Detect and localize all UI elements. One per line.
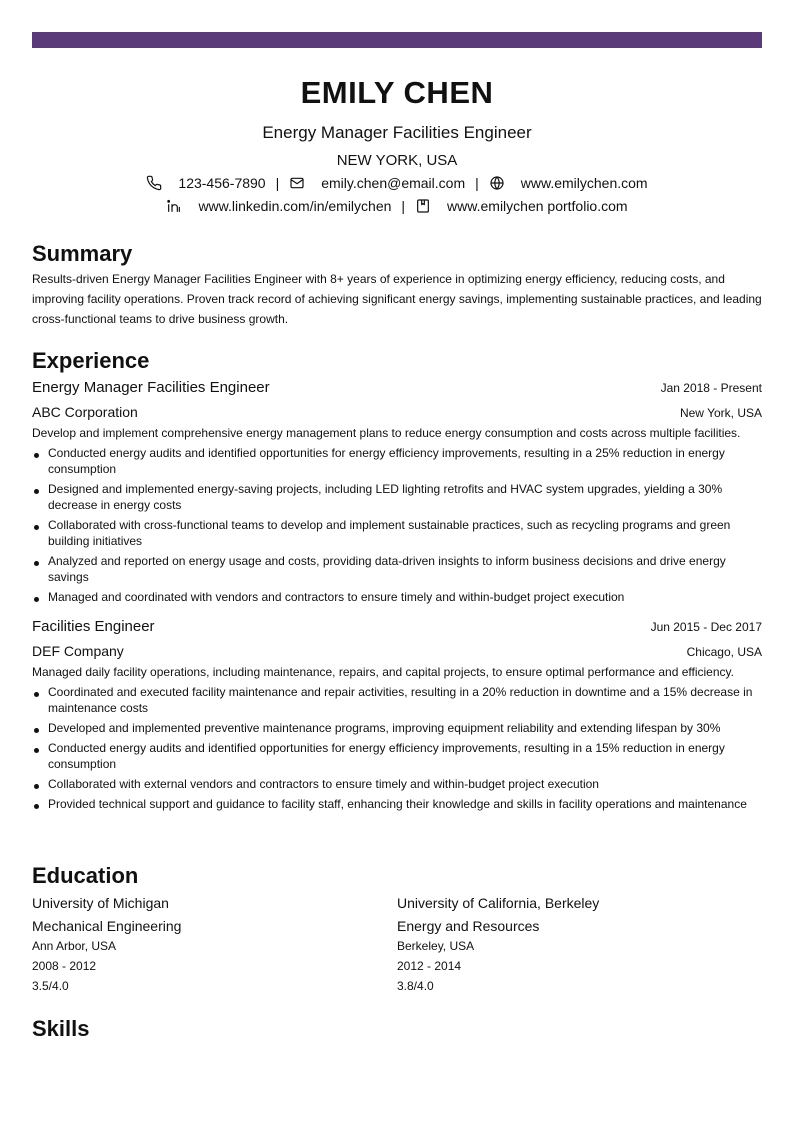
contact-separator: | xyxy=(475,175,479,191)
school-name: University of Michigan xyxy=(32,895,169,911)
job-description: Develop and implement comprehensive energy management plans to reduce energy consumption and costs across multiple facilities. xyxy=(32,426,741,440)
gpa: 3.8/4.0 xyxy=(397,979,434,993)
globe-icon xyxy=(489,175,505,191)
job-description: Managed daily facility operations, including maintenance, repairs, and capital projects, to ensure optimal performance and efficiency. xyxy=(32,665,734,679)
gpa: 3.5/4.0 xyxy=(32,979,69,993)
school-location: Ann Arbor, USA xyxy=(32,939,117,953)
candidate-location: NEW YORK, USA xyxy=(336,152,458,169)
experience-heading: Experience xyxy=(32,348,150,373)
job-dates: Jan 2018 - Present xyxy=(660,381,762,395)
education-section xyxy=(32,863,762,996)
resume-header xyxy=(32,74,762,216)
degree: Mechanical Engineering xyxy=(32,918,182,934)
job-entry xyxy=(32,378,762,605)
job-location: New York, USA xyxy=(679,406,762,420)
job-bullets xyxy=(32,684,762,812)
bullet-item: Collaborated with cross-functional teams to develop and implement sustainable practices, such as recycling programs and green building initiatives xyxy=(32,517,762,549)
summary-text: Results-driven Energy Manager Facilities Engineer with 8+ years of experience in optimizing energy efficiency, reducing costs, and improving facility operations. Proven track record of achieving significant energy savings, implementing sustainable practices, and leading cross-functional teams to drive business growth. xyxy=(32,272,762,326)
company-name: DEF Company xyxy=(32,643,124,659)
bullet-item: Developed and implemented preventive maintenance programs, improving equipment reliability and extending lifespan by 30% xyxy=(32,720,762,736)
contact-row-secondary xyxy=(32,196,762,216)
linkedin-icon xyxy=(166,198,182,214)
phone-icon xyxy=(146,175,162,191)
school-years: 2012 - 2014 xyxy=(397,959,462,973)
portfolio-link[interactable]: www.emilychen portfolio.com xyxy=(447,198,628,214)
job-entry xyxy=(32,617,762,812)
bookmark-icon xyxy=(415,198,431,214)
job-title: Facilities Engineer xyxy=(32,618,155,635)
phone-number[interactable]: 123-456-7890 xyxy=(178,175,266,191)
bullet-item: Conducted energy audits and identified opportunities for energy efficiency improvements, resulting in a 15% reduction in energy consumption xyxy=(32,740,762,772)
company-name: ABC Corporation xyxy=(32,404,138,420)
skills-heading: Skills xyxy=(32,1016,90,1041)
bullet-item: Collaborated with external vendors and contractors to ensure timely and within-budget project execution xyxy=(32,776,762,792)
job-title: Energy Manager Facilities Engineer xyxy=(32,379,270,396)
candidate-name: EMILY CHEN xyxy=(300,75,494,110)
degree: Energy and Resources xyxy=(397,918,540,934)
summary-section xyxy=(32,241,762,329)
education-entry xyxy=(397,889,762,996)
school-name: University of California, Berkeley xyxy=(397,895,600,911)
bullet-item: Managed and coordinated with vendors and contractors to ensure timely and within-budget project execution xyxy=(32,589,762,605)
job-bullets xyxy=(32,445,762,605)
school-location: Berkeley, USA xyxy=(397,939,475,953)
skills-section xyxy=(32,1016,762,1042)
bullet-item: Designed and implemented energy-saving projects, including LED lighting retrofits and HVAC system upgrades, yielding a 30% decrease in energy costs xyxy=(32,481,762,513)
bullet-item: Coordinated and executed facility maintenance and repair activities, resulting in a 20% reduction in downtime and a 15% decrease in maintenance costs xyxy=(32,684,762,716)
website-link[interactable]: www.emilychen.com xyxy=(520,175,648,191)
job-location: Chicago, USA xyxy=(686,645,762,659)
bullet-item: Provided technical support and guidance to facility staff, enhancing their knowledge and skills in facility operations and maintenance xyxy=(32,796,762,812)
email-icon xyxy=(289,175,305,191)
email-link[interactable]: emily.chen@email.com xyxy=(321,175,466,191)
accent-bar xyxy=(32,32,762,48)
education-entry xyxy=(32,889,397,996)
contact-separator: | xyxy=(401,198,406,214)
bullet-item: Conducted energy audits and identified opportunities for energy efficiency improvements, resulting in a 25% reduction in energy consumption xyxy=(32,445,762,477)
candidate-title: Energy Manager Facilities Engineer xyxy=(262,123,532,142)
job-dates: Jun 2015 - Dec 2017 xyxy=(650,620,762,634)
education-heading: Education xyxy=(32,863,139,888)
experience-section xyxy=(32,348,762,816)
contact-separator: | xyxy=(275,175,280,191)
contact-row-primary xyxy=(32,173,762,193)
school-years: 2008 - 2012 xyxy=(32,959,97,973)
bullet-item: Analyzed and reported on energy usage and costs, providing data-driven insights to inform business decisions and drive energy savings xyxy=(32,553,762,585)
summary-heading: Summary xyxy=(32,241,133,266)
linkedin-link[interactable]: www.linkedin.com/in/emilychen xyxy=(198,198,392,214)
